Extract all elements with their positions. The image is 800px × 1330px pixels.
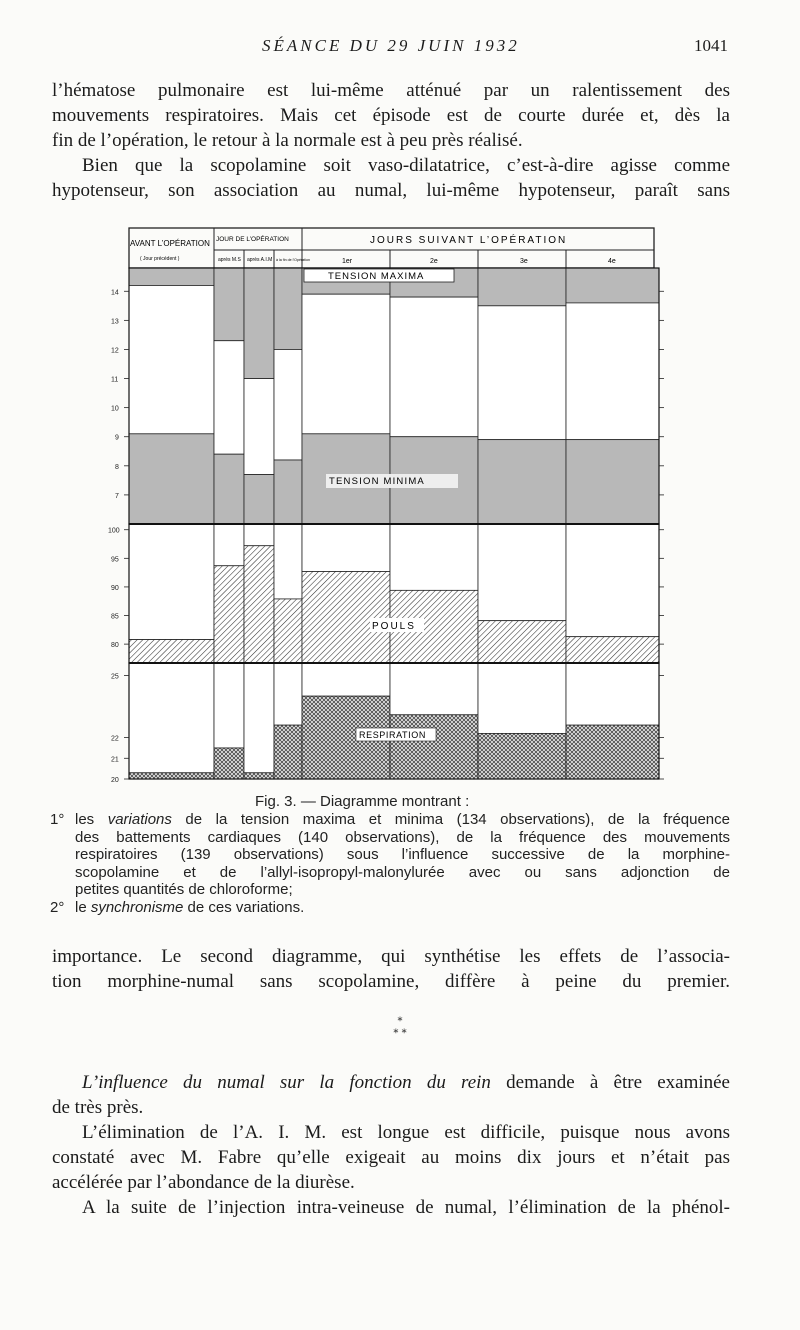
respiration-bg	[214, 663, 244, 748]
axis-tick-label: 80	[111, 642, 119, 650]
jour-sub3: à la fin de l’Opération	[276, 258, 310, 262]
caption-emphasis: variations	[107, 811, 172, 828]
caption-item-number: 2°	[50, 898, 65, 916]
axis-tick-label: 13	[111, 318, 119, 326]
pouls-bg	[478, 524, 566, 621]
respiration-bar	[566, 725, 659, 779]
caption-line	[75, 899, 730, 917]
respiration-bar	[478, 733, 566, 779]
caption-item-number: 1°	[50, 811, 65, 828]
text-line: Bien que la scopolamine soit vaso-dilatatrice, c’est-à-dire agisse comme	[82, 155, 730, 176]
text-line: hypotenseur, son association au numal, lui-même hypotenseur, paraît sans	[52, 180, 730, 201]
text-line: importance. Le second diagramme, qui synthétise les effets de l’associa-	[52, 946, 730, 967]
caption-text: le	[75, 898, 91, 916]
text-line: l’hématose pulmonaire est lui-même atténué par un ralentissement des	[52, 80, 730, 101]
figure-header	[129, 228, 654, 268]
paragraph-3	[52, 944, 730, 994]
pouls-bg	[302, 524, 390, 571]
axis-tick-label: 22	[111, 735, 119, 743]
axis-tick-label: 95	[111, 556, 119, 564]
text-line: de très près.	[52, 1097, 144, 1118]
respiration-bar	[390, 715, 478, 779]
respiration-bg	[566, 663, 659, 725]
respiration-label-box	[356, 728, 436, 741]
tension-minima-bar	[274, 460, 302, 524]
tension-maxima-bar	[566, 303, 659, 440]
tension-minima-bar	[214, 454, 244, 524]
tension-maxima-label-box	[304, 269, 454, 282]
tension-maxima-bar	[302, 294, 390, 434]
tension-maxima-cap	[274, 268, 302, 349]
tension-minima-bar	[566, 440, 659, 524]
respiration-bg	[478, 663, 566, 733]
axis-tick-label: 7	[115, 492, 119, 500]
tension-maxima-cap	[478, 268, 566, 306]
axis-tick-label: 25	[111, 673, 119, 681]
text-line: L’élimination de l’A. I. M. est longue est difficile, puisque nous avons	[82, 1122, 730, 1143]
caption-line: des battements cardiaques (140 observations), de la fréquence des mouvements	[75, 828, 730, 846]
axis-tick-label: 100	[108, 527, 120, 535]
caption-text: de ces variations.	[183, 898, 305, 916]
paragraph-4	[52, 1070, 730, 1220]
pouls-bar	[566, 637, 659, 663]
caption-line: respiratoires (139 observations) sous l’influence successive de la morphine-	[75, 846, 730, 863]
jours-suivant-label: JOURS SUIVANT L’OPÉRATION	[370, 235, 568, 246]
pouls-label: POULS	[372, 621, 416, 632]
respiration-bg	[390, 663, 478, 715]
axis-tick-label: 10	[111, 405, 119, 413]
caption-item-2	[50, 899, 730, 917]
avant-label: AVANT L’OPÉRATION	[130, 239, 210, 248]
axis-tick-label: 85	[111, 613, 119, 621]
caption-line: petites quantités de chloroforme;	[75, 881, 293, 898]
page-number: 1041	[694, 36, 728, 55]
separator-top: *	[397, 1016, 403, 1027]
text-line: constaté avec M. Fabre qu’elle exigeait au moins dix jours et n’était pas	[52, 1147, 730, 1168]
pouls-bar	[214, 566, 244, 663]
axis-tick-label: 21	[111, 756, 119, 764]
paragraph-1	[52, 78, 730, 153]
pouls-bg	[274, 524, 302, 599]
text-line: mouvements respiratoires. Mais cet épisode est de courte durée et, dès la	[52, 105, 730, 126]
paragraph-2	[52, 153, 730, 203]
running-header	[0, 36, 800, 60]
caption-text: de la tension maxima et minima (134 observations), de la fréquence	[171, 811, 730, 828]
text-line: accélérée par l’abondance de la diurèse.	[52, 1172, 355, 1193]
jour-sub1: après M.S	[218, 257, 241, 263]
tension-minima-label: TENSION MINIMA	[329, 476, 425, 487]
text-run: demande à être examinée	[490, 1072, 730, 1093]
pouls-bg	[129, 524, 214, 640]
pouls-bg	[244, 524, 274, 546]
day4-label: 4e	[608, 258, 616, 265]
diagram-figure	[100, 224, 670, 784]
tension-maxima-bar	[274, 349, 302, 460]
text-line: fin de l’opération, le retour à la normale est à peu près réalisé.	[52, 130, 523, 151]
respiration-bg	[274, 663, 302, 725]
text-emphasis: L’influence du numal sur la fonction du rein	[82, 1072, 491, 1093]
caption-item-1	[50, 811, 730, 899]
pouls-bar	[478, 621, 566, 663]
tension-maxima-bar	[244, 379, 274, 475]
axis-tick-label: 8	[115, 463, 119, 471]
tension-maxima-cap	[129, 268, 214, 285]
tension-maxima-cap	[214, 268, 244, 341]
jour-label: JOUR DE L’OPÉRATION	[216, 236, 289, 243]
day3-label: 3e	[520, 258, 528, 265]
axis-tick-label: 14	[111, 289, 119, 297]
day2-label: 2e	[430, 258, 438, 265]
tension-maxima-cap	[566, 268, 659, 303]
axis-tick-label: 20	[111, 777, 119, 784]
tension-minima-bar	[244, 475, 274, 524]
respiration-bg	[129, 663, 214, 773]
pouls-bar	[129, 640, 214, 663]
tension-maxima-bar	[129, 285, 214, 433]
axis-tick-label: 90	[111, 584, 119, 592]
respiration-label: RESPIRATION	[359, 730, 426, 740]
axis-tick-label: 12	[111, 347, 119, 355]
tension-maxima-bar	[478, 306, 566, 440]
respiration-bg	[302, 663, 390, 696]
caption-body	[50, 811, 730, 916]
separator-bottom: * *	[393, 1028, 407, 1039]
tension-minima-label-box	[326, 474, 458, 488]
pouls-bar	[302, 571, 390, 663]
caption-emphasis: synchronisme	[90, 898, 184, 916]
text-line: tion morphine-numal sans scopolamine, diffère à peine du premier.	[52, 971, 730, 992]
pouls-label-box	[370, 618, 424, 632]
tension-maxima-bar	[390, 297, 478, 437]
axis-tick-label: 11	[111, 376, 119, 384]
section-separator	[0, 1016, 800, 1040]
caption-text: les	[75, 811, 108, 828]
respiration-bg	[244, 663, 274, 773]
respiration-bar	[244, 773, 274, 779]
pouls-bg	[214, 524, 244, 566]
respiration-bar	[214, 748, 244, 779]
tension-maxima-bar	[214, 341, 244, 454]
avant-sublabel: ( Jour précédent )	[140, 256, 180, 262]
text-line: A la suite de l’injection intra-veineuse de numal, l’élimination de la phénol-	[82, 1197, 730, 1218]
caption-line	[75, 811, 730, 829]
day1-label: 1er	[342, 258, 353, 265]
text-line	[52, 1070, 730, 1095]
axis-tick-label: 9	[115, 434, 119, 442]
tension-maxima-cap	[244, 268, 274, 379]
running-title: SÉANCE DU 29 JUIN 1932	[262, 36, 520, 55]
tension-minima-bar	[478, 440, 566, 524]
caption-line: scopolamine et de l’allyl-isopropyl-malonylurée avec ou sans adjonction de	[75, 863, 730, 881]
pouls-bg	[566, 524, 659, 637]
pouls-bg	[390, 524, 478, 590]
caption-title: Fig. 3. — Diagramme montrant :	[255, 793, 470, 810]
tension-minima-bar	[129, 434, 214, 524]
respiration-bar	[129, 773, 214, 779]
pouls-bar	[244, 546, 274, 663]
tension-maxima-label: TENSION MAXIMA	[328, 271, 425, 282]
jour-sub2: après A.I.M	[247, 257, 273, 263]
pouls-bar	[274, 599, 302, 663]
respiration-bar	[274, 725, 302, 779]
